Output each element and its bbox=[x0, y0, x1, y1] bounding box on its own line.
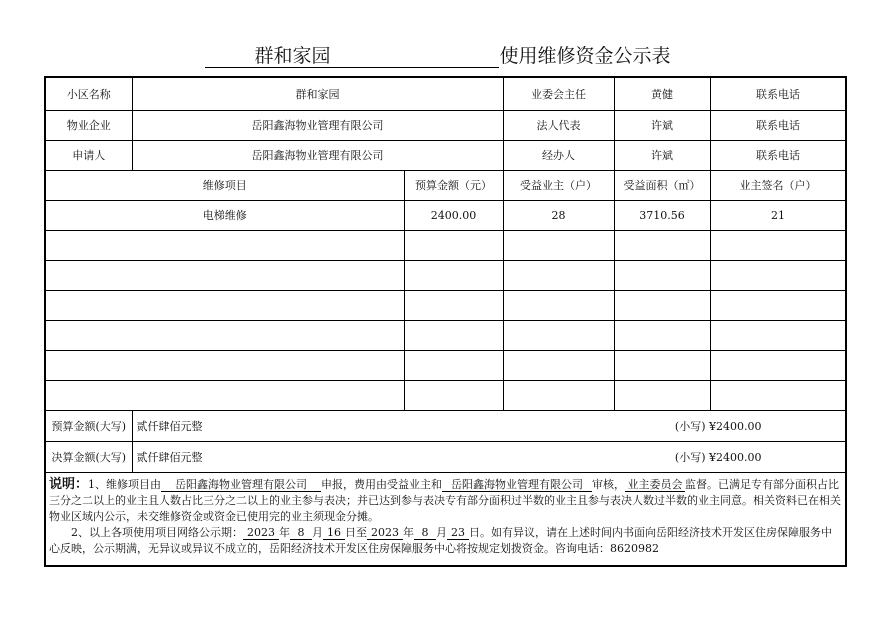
cell-beneficiaries bbox=[503, 380, 614, 410]
cell-signed-owners bbox=[710, 290, 846, 320]
notes-text: 日至 bbox=[345, 525, 367, 539]
cell-repair-item bbox=[45, 230, 404, 260]
cell-benefit-area bbox=[614, 260, 710, 290]
legal-label: 法人代表 bbox=[503, 110, 614, 140]
header-signed-owners: 业主签名（户） bbox=[710, 170, 846, 200]
info-row-company bbox=[45, 110, 846, 140]
table-row bbox=[45, 380, 846, 410]
company-value: 岳阳鑫海物业管理有限公司 bbox=[132, 110, 503, 140]
cell-budget bbox=[404, 380, 503, 410]
applicant-value: 岳阳鑫海物业管理有限公司 bbox=[132, 140, 503, 170]
contact-label: 联系电话 bbox=[710, 77, 846, 110]
notes-text: 月 bbox=[312, 525, 323, 539]
period-end-month: 8 bbox=[414, 526, 436, 540]
committee-label: 业委会主任 bbox=[503, 77, 614, 110]
cell-benefit-area bbox=[614, 380, 710, 410]
cell-benefit-area bbox=[614, 320, 710, 350]
final-amount-cell bbox=[132, 441, 846, 472]
cell-repair-item: 电梯维修 bbox=[45, 200, 404, 230]
cell-budget: 2400.00 bbox=[404, 200, 503, 230]
cell-signed-owners bbox=[710, 260, 846, 290]
cell-budget bbox=[404, 350, 503, 380]
cell-repair-item bbox=[45, 290, 404, 320]
cell-benefit-area bbox=[614, 350, 710, 380]
header-benefit-area: 受益面积（㎡） bbox=[614, 170, 710, 200]
header-repair-item: 维修项目 bbox=[45, 170, 404, 200]
cell-beneficiaries: 28 bbox=[503, 200, 614, 230]
items-header-row bbox=[45, 170, 846, 200]
notes-text: 2、以上各项使用项目网络公示期： bbox=[71, 525, 243, 539]
title-suffix: 使用维修资金公示表 bbox=[499, 45, 671, 67]
cell-budget bbox=[404, 230, 503, 260]
notes-text: 审核， bbox=[592, 477, 626, 491]
cell-beneficiaries bbox=[503, 260, 614, 290]
cell-budget bbox=[404, 320, 503, 350]
budget-amount-small: (小写) ¥2400.00 bbox=[674, 419, 762, 433]
notes-text: 监督。已满足专有部分面积占比三分之二以上的业主且人数占比三分之二以上的业主参与表决；并已达到参与表决专有部分面积过半数的业主且参与表决人数过半数的业主同意。相关资料已在相关物业区域内公示，未交维修资金或资金已使用完的业主须现金分摊。 bbox=[49, 477, 841, 523]
notes-payer-fill: 岳阳鑫海物业管理有限公司 bbox=[442, 478, 592, 492]
notes-row bbox=[45, 472, 846, 566]
info-row-applicant bbox=[45, 140, 846, 170]
budget-amount-caps: 贰仟肆佰元整 bbox=[136, 419, 203, 433]
period-start-day: 16 bbox=[323, 526, 345, 540]
committee-value: 黄健 bbox=[614, 77, 710, 110]
info-row-community bbox=[45, 77, 846, 110]
cell-beneficiaries bbox=[503, 290, 614, 320]
budget-amount-row bbox=[45, 410, 846, 441]
notes-text: 年 bbox=[403, 525, 414, 539]
table-row bbox=[45, 230, 846, 260]
notes-text: 月 bbox=[436, 525, 447, 539]
table-row bbox=[45, 260, 846, 290]
final-amount-label: 决算金额(大写) bbox=[45, 441, 132, 472]
cell-signed-owners bbox=[710, 320, 846, 350]
notes-heading: 说明： bbox=[49, 476, 89, 492]
table-row bbox=[45, 200, 846, 230]
header-beneficiaries: 受益业主（户） bbox=[503, 170, 614, 200]
cell-budget bbox=[404, 290, 503, 320]
header-budget: 预算金额（元） bbox=[404, 170, 503, 200]
final-amount-row bbox=[45, 441, 846, 472]
cell-beneficiaries bbox=[503, 320, 614, 350]
cell-signed-owners bbox=[710, 350, 846, 380]
notes-paragraph-1 bbox=[49, 477, 843, 525]
cell-benefit-area bbox=[614, 230, 710, 260]
cell-benefit-area bbox=[614, 290, 710, 320]
notes-text: 。如有异议，请在上述时间内书面向岳阳经济技术开发区住房保障服务中心反映，公示期满，无异议或异议不成立的，岳阳经济技术开发区住房保障服务中心将按规定划拨资金。咨询电话：8620982 bbox=[49, 525, 832, 555]
page-title bbox=[0, 42, 876, 70]
applicant-label: 申请人 bbox=[45, 140, 132, 170]
final-amount-small: (小写) ¥2400.00 bbox=[674, 450, 762, 464]
disclosure-form bbox=[44, 76, 847, 567]
period-start-year: 2023 bbox=[243, 526, 279, 540]
cell-beneficiaries bbox=[503, 350, 614, 380]
cell-signed-owners bbox=[710, 380, 846, 410]
notes-applicant-fill: 岳阳鑫海物业管理有限公司 bbox=[161, 478, 321, 492]
budget-amount-label: 预算金额(大写) bbox=[45, 410, 132, 441]
community-value: 群和家园 bbox=[132, 77, 503, 110]
cell-repair-item bbox=[45, 320, 404, 350]
period-end-day: 23 bbox=[447, 526, 469, 540]
title-community-fill: 群和家园 bbox=[205, 45, 379, 68]
contact-label: 联系电话 bbox=[710, 110, 846, 140]
table-row bbox=[45, 290, 846, 320]
company-label: 物业企业 bbox=[45, 110, 132, 140]
legal-value: 许斌 bbox=[614, 110, 710, 140]
table-row bbox=[45, 350, 846, 380]
notes-block bbox=[45, 472, 846, 566]
cell-signed-owners bbox=[710, 230, 846, 260]
handler-value: 许斌 bbox=[614, 140, 710, 170]
notes-text: 年 bbox=[279, 525, 290, 539]
cell-benefit-area: 3710.56 bbox=[614, 200, 710, 230]
budget-amount-cell bbox=[132, 410, 846, 441]
cell-repair-item bbox=[45, 380, 404, 410]
community-label: 小区名称 bbox=[45, 77, 132, 110]
cell-repair-item bbox=[45, 260, 404, 290]
notes-text: 申报，费用由受益业主和 bbox=[321, 477, 443, 491]
title-blank-fill bbox=[379, 45, 499, 68]
final-amount-caps: 贰仟肆佰元整 bbox=[136, 450, 203, 464]
contact-label: 联系电话 bbox=[710, 140, 846, 170]
table-row bbox=[45, 320, 846, 350]
period-end-year: 2023 bbox=[367, 526, 403, 540]
period-start-month: 8 bbox=[290, 526, 312, 540]
cell-budget bbox=[404, 260, 503, 290]
handler-label: 经办人 bbox=[503, 140, 614, 170]
cell-signed-owners: 21 bbox=[710, 200, 846, 230]
notes-supervisor-fill: 业主委员会 bbox=[625, 478, 685, 492]
notes-text: 1、维修项目由 bbox=[88, 477, 162, 491]
cell-repair-item bbox=[45, 350, 404, 380]
notes-paragraph-2 bbox=[49, 525, 843, 557]
notes-text: 日 bbox=[469, 525, 480, 539]
cell-beneficiaries bbox=[503, 230, 614, 260]
